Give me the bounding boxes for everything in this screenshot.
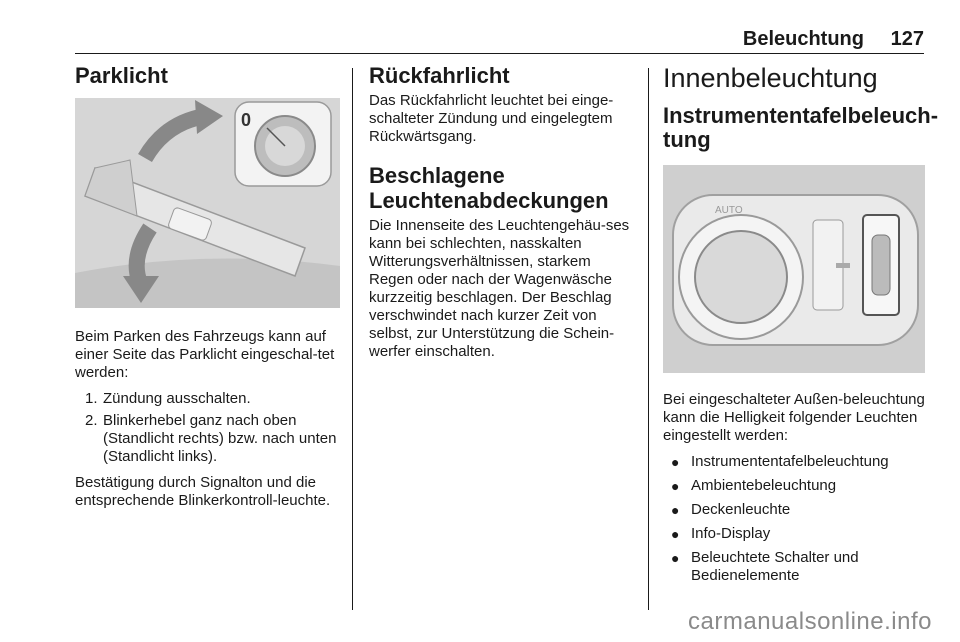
lever-figure-svg bbox=[75, 98, 340, 308]
section-heading-rueckfahrlicht: Rückfahrlicht bbox=[369, 63, 510, 88]
page-number: 127 bbox=[890, 28, 924, 50]
subheading-beschlagene: Beschlagene Leuchtenabdeckungen bbox=[369, 163, 609, 213]
page-header bbox=[75, 28, 924, 50]
figure-label-zero: 0 bbox=[241, 110, 252, 131]
light-switch-panel-illustration bbox=[663, 165, 925, 373]
section-heading-parklicht: Parklicht bbox=[75, 63, 168, 88]
list-item: ● Instrumententafelbeleuchtung bbox=[671, 452, 889, 470]
list-item: ● Beleuchtete Schalter und Bedienelemente bbox=[671, 548, 859, 584]
list-item: ● Deckenleuchte bbox=[671, 500, 791, 518]
turn-signal-lever-illustration bbox=[75, 98, 340, 308]
running-title: Beleuchtung bbox=[742, 28, 864, 50]
beschlagene-text: Die Innenseite des Leuchtengehäu-ses kann bei schlechten, nasskalten Witterungsverhältnissen, starkem Regen oder nach der Wagenwäsche kurzzeitig beschlagen. Der Beschlag verschwindet nach kurzer Zeit von selbst, zur Unterstützung die Schein-werfer einschalten. bbox=[369, 217, 630, 361]
rueckfahrlicht-text: Das Rückfahrlicht leuchtet bei einge-schalteter Zündung und eingelegtem Rückwärtsgang. bbox=[369, 92, 614, 146]
switch-panel-svg bbox=[663, 165, 925, 373]
step-item: 1. Zündung ausschalten. bbox=[85, 390, 251, 408]
step-item: 2. Blinkerhebel ganz nach oben (Standlicht rechts) bzw. nach unten (Standlicht links). bbox=[85, 412, 337, 466]
watermark: carmanualsonline.info bbox=[688, 608, 932, 635]
parklicht-intro: Beim Parken des Fahrzeugs kann auf einer Seite das Parklicht eingeschal-tet werden: bbox=[75, 328, 335, 382]
figure-label-auto: AUTO bbox=[715, 204, 743, 216]
instrumententafel-intro: Bei eingeschalteter Außen-beleuchtung kann die Helligkeit folgender Leuchten eingestellt werden: bbox=[663, 390, 925, 444]
section-heading-innenbeleuchtung: Innenbeleuchtung bbox=[663, 63, 878, 93]
list-item: ● Ambientebeleuchtung bbox=[671, 476, 837, 494]
column-parklicht bbox=[75, 60, 340, 518]
parklicht-steps bbox=[75, 390, 340, 466]
adjustable-lights-list bbox=[663, 453, 928, 585]
header-rule bbox=[75, 53, 924, 54]
column-divider-2 bbox=[648, 68, 649, 610]
column-rueckfahrlicht bbox=[369, 60, 634, 369]
column-innenbeleuchtung bbox=[663, 60, 939, 593]
list-item: ● Info-Display bbox=[671, 524, 771, 542]
column-divider-1 bbox=[352, 68, 353, 610]
subheading-instrumententafel: Instrumententafelbeleuch-tung bbox=[663, 102, 939, 153]
parklicht-outro: Bestätigung durch Signalton und die entsprechende Blinkerkontroll-leuchte. bbox=[75, 474, 331, 510]
